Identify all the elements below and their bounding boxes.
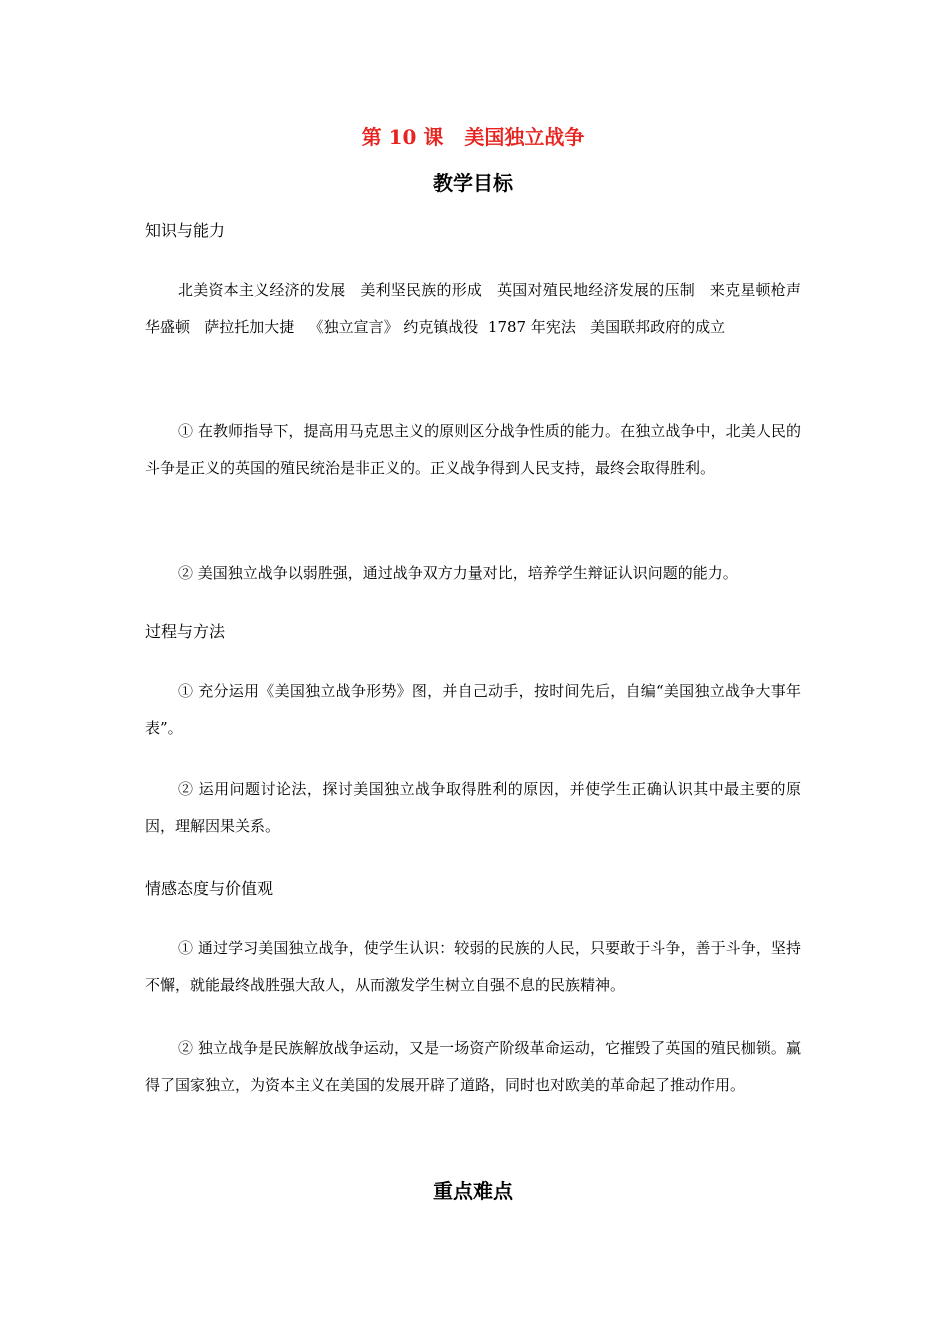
section-title-objectives: 教学目标	[433, 171, 513, 195]
knowledge-objective-2: ② 美国独立战争以弱胜强，通过战争双方力量对比，培养学生辩证认识问题的能力。	[178, 564, 738, 582]
emotion-objective-2: ② 独立战争是民族解放战争运动，又是一场资产阶级革命运动，它摧毁了英国的殖民枷锁。赢得了国家独立，为资本主义在美国的发展开辟了道路，同时也对欧美的革命起了推动作用。	[145, 1039, 801, 1094]
heading-process-method: 过程与方法	[145, 622, 226, 641]
heading-emotion-values: 情感态度与价值观	[145, 879, 274, 898]
process-objective-2: ② 运用问题讨论法，探讨美国独立战争取得胜利的原因，并使学生正确认识其中最主要的原因，理解因果关系。	[145, 780, 801, 835]
process-objective-1: ① 充分运用《美国独立战争形势》图，并自己动手，按时间先后，自编“美国独立战争大事年表”。	[145, 682, 801, 737]
emotion-objective-1: ① 通过学习美国独立战争，使学生认识：较弱的民族的人民，只要敢于斗争，善于斗争，坚持不懈，就能最终战胜强大敌人，从而激发学生树立自强不息的民族精神。	[145, 939, 801, 994]
section-title-key-points: 重点难点	[433, 1179, 513, 1203]
heading-knowledge-ability: 知识与能力	[145, 221, 226, 240]
knowledge-topics-paragraph: 北美资本主义经济的发展 美利坚民族的形成 英国对殖民地经济发展的压制 来克星顿枪声 华盛顿 萨拉托加大捷 《独立宣言》 约克镇战役 1787 年宪法 美国联邦政府的成立	[145, 281, 816, 336]
lesson-title: 第 10 课 美国独立战争	[361, 125, 585, 149]
knowledge-objective-1: ① 在教师指导下，提高用马克思主义的原则区分战争性质的能力。在独立战争中，北美人民的斗争是正义的英国的殖民统治是非正义的。正义战争得到人民支持，最终会取得胜利。	[145, 422, 801, 477]
